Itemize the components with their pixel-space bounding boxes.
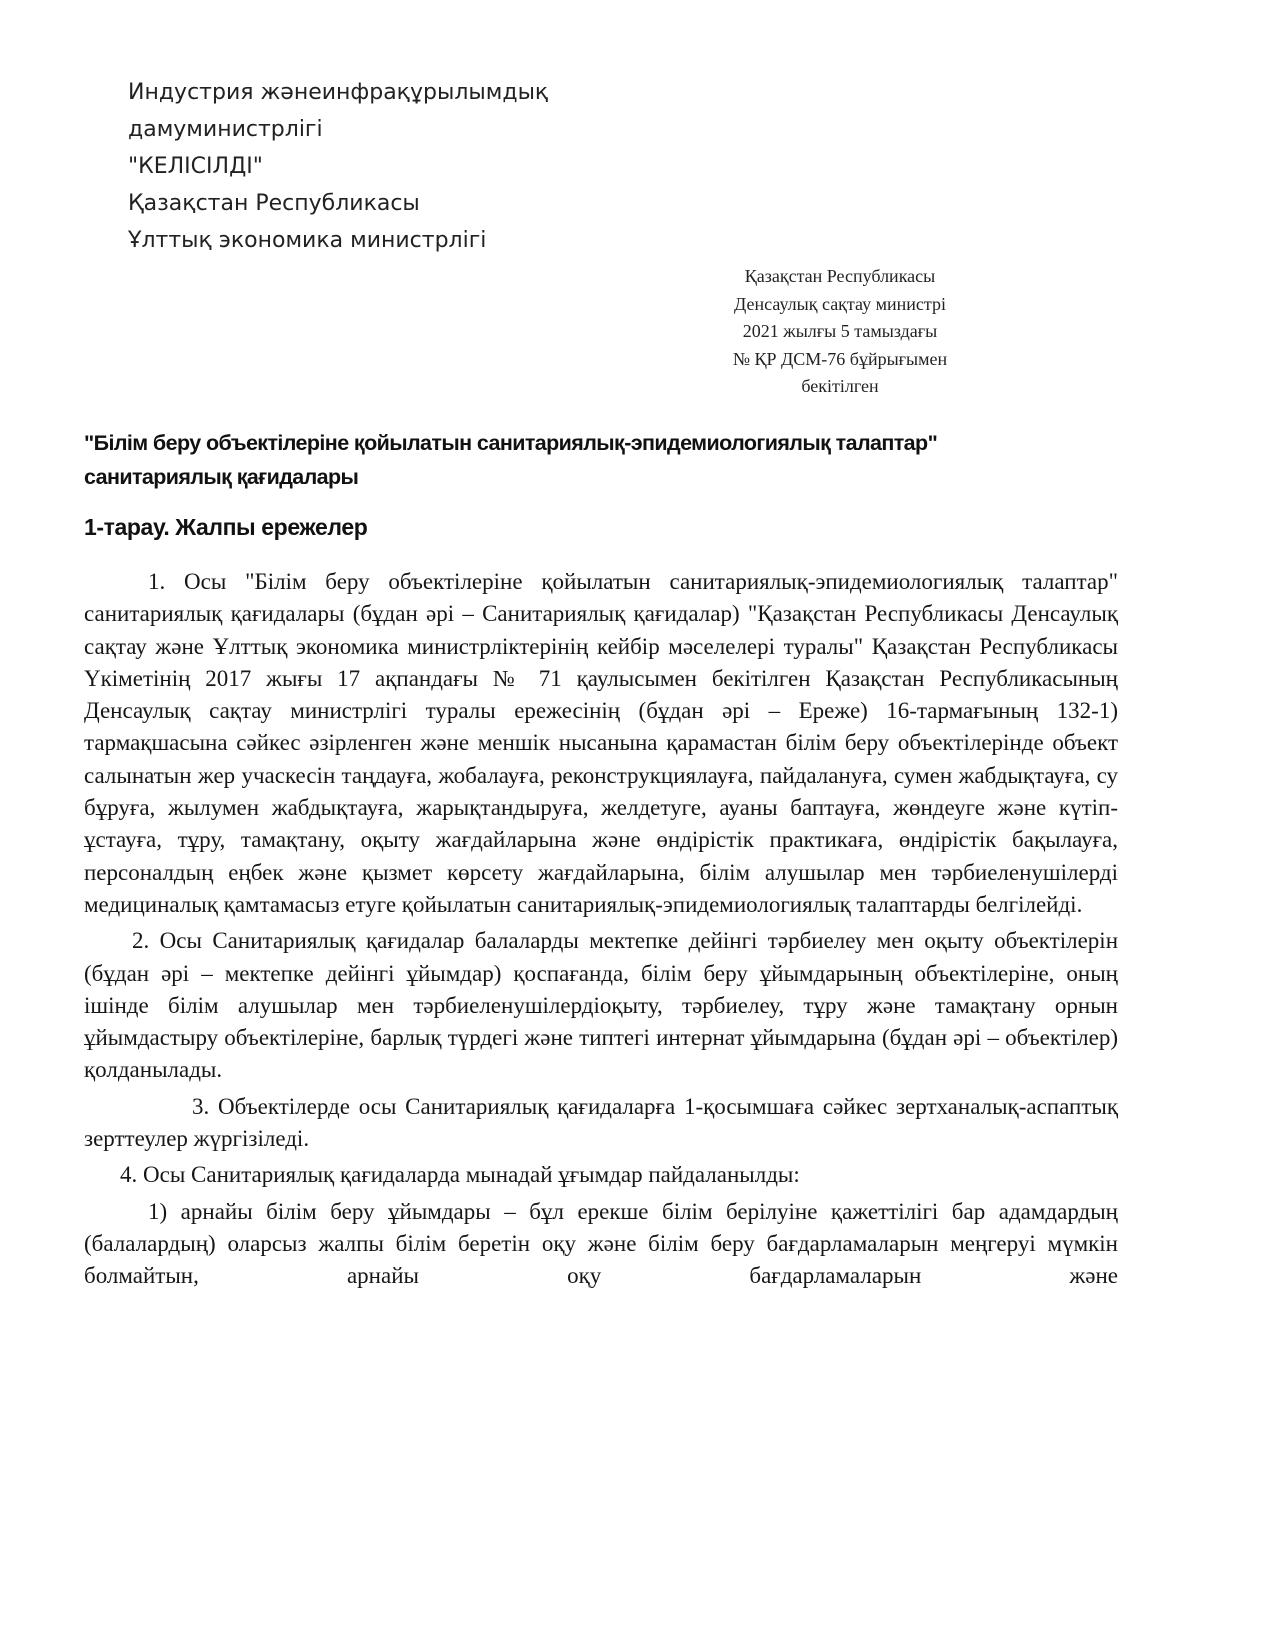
approved-line-1: Қазақстан Республикасы (744, 266, 936, 286)
approved-line-5: бекітілген (801, 376, 879, 396)
document-title (84, 426, 1204, 494)
paragraph-5: 1) арнайы білім беру ұйымдары – бұл ерекше білім берілуіне қажеттілігі бар адамдардың (балалардың) оларсыз жалпы білім беретін оқу және білім беру бағдарламаларын меңгеруі мүмкін болмайтын, арнайы оқу бағдарламаларын және (84, 1198, 1118, 1289)
approved-line-3: 2021 жылғы 5 тамыздағы (742, 321, 938, 341)
agreed-line-4: Қазақстан Республикасы (128, 191, 420, 216)
paragraph-4: 4. Осы Санитариялық қағидаларда мынадай ұғымдар пайдаланылды: (120, 1162, 800, 1188)
document-title-line-2: санитариялық қағидалары (84, 465, 359, 489)
paragraph-1: 1. Осы "Білім беру объектілеріне қойылатын санитариялық-эпидемиологиялық талаптар" санитариялық қағидалары (бұдан әрі – Санитариялық қағидалар) "Қазақстан Республикасы Денсаулық сақтау және Ұлттық экономика министрліктерінің кейбір мәселелері туралы" Қазақстан Республикасы Үкіметінің 2017 жығы 17 ақпандағы № 71 қаулысымен бекітілген Қазақстан Республикасының Денсаулық сақтау министрлігі туралы ережесінің (бұдан әрі – Ереже) 16-тармағының 132-1) тармақшасына сәйкес әзірленген және меншік нысанына қарамастан білім беру объектілерінде объект салынатын жер учаскесін таңдауға, жобалауға, реконструкциялауға, пайдалануға, сумен жабдықтауға, су бұруға, жылумен жабдықтауға, жарықтандыруға, желдетуге, ауаны баптауға, жөндеуге және күтіп-ұстауға, тұру, тамақтану, оқыту жағдайларына және өндірістік практикаға, өндірістік бақылауға, персоналдың еңбек және қызмет көрсету жағдайларына, білім алушылар мен тәрбиеленушілерді медициналық қамтамасыз етуге қойылатын санитариялық-эпидемиологиялық талаптарды белгілейді. (84, 569, 1118, 917)
agreed-line-5: Ұлттық экономика министрлігі (128, 228, 487, 253)
approved-block (720, 263, 960, 401)
approved-line-2: Денсаулық сақтау министрі (734, 293, 946, 314)
document-body (84, 566, 1118, 1293)
agreed-line-3: "КЕЛІСІЛДІ" (128, 154, 263, 179)
paragraph-2: 2. Осы Санитариялық қағидалар балаларды мектепке дейінгі тәрбиелеу мен оқыту объектілерін (бұдан әрі – мектепке дейінгі ұйымдар) қоспағанда, білім беру ұйымдарының объектілеріне, оның ішінде білім алушылар мен тәрбиеленушілердіоқыту, тәрбиелеу, тұру және тамақтану орнын ұйымдастыру объектілеріне, барлық түрдегі және типтегі интернат ұйымдарына (бұдан әрі – объектілер) қолданылады. (84, 928, 1118, 1083)
paragraph-3: 3. Объектілерде осы Санитариялық қағидаларға 1-қосымшаға сәйкес зертханалық-аспаптық зерттеулер жүргізіледі. (84, 1093, 1118, 1152)
agreed-block (128, 74, 548, 259)
chapter-heading: 1-тарау. Жалпы ережелер (84, 514, 368, 540)
agreed-line-1: Индустрия жәнеинфрақұрылымдық (128, 80, 549, 105)
document-title-line-1: "Білім беру объектілеріне қойылатын санитариялық-эпидемиологиялық талаптар" (84, 431, 938, 455)
approved-line-4: № ҚР ДСМ-76 бұйрығымен (732, 348, 948, 369)
agreed-line-2: дамуминистрлігі (128, 117, 323, 142)
